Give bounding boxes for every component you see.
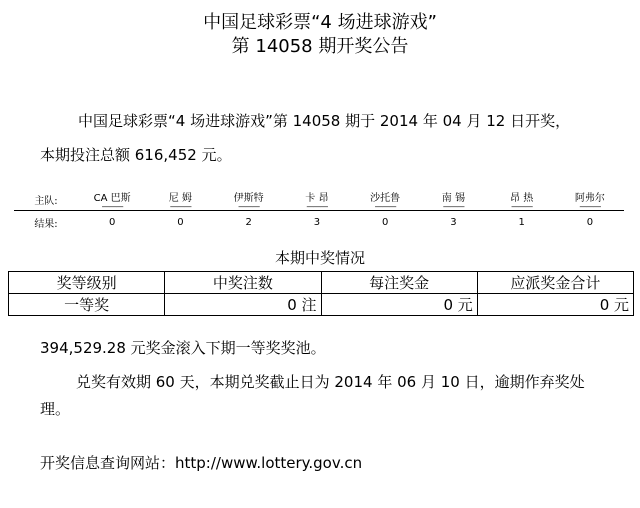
prize-header-cell: 中奖注数 [165,272,321,294]
total-prize-cell: 0 元 [477,294,633,316]
winner-count-cell: 0 注 [165,294,321,316]
announcement-title: 中国足球彩票“4 场进球游戏” [203,12,437,33]
prize-section-title: 本期中奖情况 [274,249,365,267]
home-team-name: 伊斯特 [233,192,264,204]
home-team-name: 尼 姆 [168,192,192,204]
home-team-name: 沙托鲁 [370,192,401,204]
home-team-cell [419,188,487,211]
home-team-name: 昂 热 [510,192,534,204]
home-team-name: 卡 昂 [305,192,329,204]
per-ticket-prize-cell: 0 元 [321,294,477,316]
validity-text-continued: 理。 [40,400,71,418]
home-team-cell [146,188,214,211]
team-dash: ——— [101,201,123,211]
home-team-name: 南 锡 [441,192,465,204]
team-dash: ——— [579,201,601,211]
total-bet-text: 本期投注总额 616,452 元。 [40,146,232,164]
home-team-cell [283,188,351,211]
result-label: 结果: [34,218,58,230]
result-cell: 0 [586,216,594,228]
home-team-cell [78,188,146,211]
team-dash: ——— [306,201,328,211]
rollover-text: 394,529.28 元奖金滚入下期一等奖奖池。 [40,339,326,357]
result-cell: 3 [450,216,457,228]
match-results-table [14,188,624,233]
team-dash: ——— [511,201,533,211]
team-dash: ——— [442,201,464,211]
result-row [14,211,624,234]
draw-date-text: 中国足球彩票“4 场进球游戏”第 14058 期于 2014 年 04 月 12 日开奖， [78,112,571,130]
home-team-cell [488,188,556,211]
team-dash: ——— [169,201,191,211]
team-dash: ——— [238,201,260,211]
prize-table [8,271,634,316]
result-cell: 2 [245,216,252,228]
home-team-name: CA 巴斯 [93,192,131,204]
website-text: 开奖信息查询网站：http://www.lottery.gov.cn [40,454,363,472]
home-team-row [14,188,624,211]
home-team-cell [351,188,419,211]
prize-header-cell: 奖等级别 [9,272,165,294]
prize-header-cell: 应派奖金合计 [477,272,633,294]
prize-level-cell: 一等奖 [9,294,165,316]
prize-header-cell: 每注奖金 [321,272,477,294]
result-cell: 0 [381,216,389,228]
home-team-name: 阿弗尔 [574,192,605,204]
home-team-cell [556,188,624,211]
result-cell: 0 [177,216,184,228]
home-team-label: 主队: [14,188,78,211]
issue-title: 第 14058 期开奖公告 [231,36,409,57]
prize-header-row [9,272,634,294]
result-cell: 1 [518,216,525,228]
result-cell: 0 [108,216,116,228]
home-team-cell [215,188,283,211]
prize-row [9,294,634,316]
result-cell: 3 [313,216,321,228]
validity-text: 兑奖有效期 60 天，本期兑奖截止日为 2014 年 06 月 10 日，逾期作弃奖处 [76,373,585,391]
team-dash: ——— [374,201,396,211]
